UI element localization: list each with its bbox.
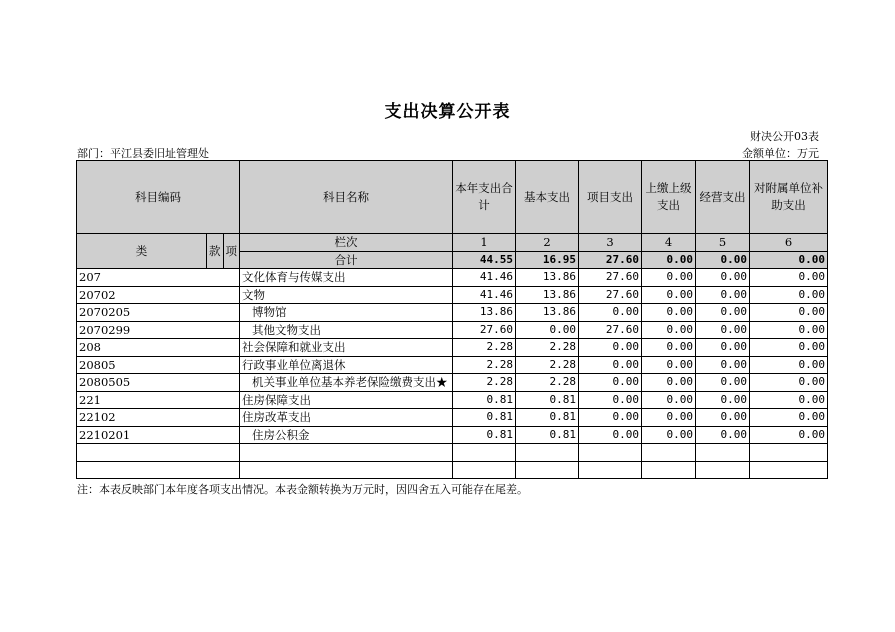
amount-cell: 0.00 [696,409,750,427]
subject-name: 行政事业单位离退休 [240,356,453,374]
amount-cell: 41.46 [453,269,516,287]
subject-name: 社会保障和就业支出 [240,339,453,357]
subject-code: 208 [77,339,240,357]
empty-cell [579,461,642,479]
empty-cell [77,461,240,479]
expenditure-table [76,160,828,479]
header-total: 本年支出合计 [453,161,516,234]
table-row [77,391,828,409]
amount-cell: 0.00 [642,339,696,357]
subject-code: 2070205 [77,304,240,322]
amount-cell: 0.00 [750,269,828,287]
table-row [77,356,828,374]
amount-cell: 2.28 [516,339,579,357]
col-number: 6 [750,234,828,252]
department-label: 部门：平江县委旧址管理处 [77,147,209,160]
table-row [77,269,828,287]
amount-cell: 0.81 [453,391,516,409]
amount-cell: 0.00 [750,426,828,444]
amount-cell: 0.81 [516,426,579,444]
empty-row [77,461,828,479]
amount-cell: 0.00 [516,321,579,339]
empty-cell [77,444,240,462]
amount-cell: 27.60 [453,321,516,339]
amount-cell: 2.28 [516,356,579,374]
amount-cell: 0.00 [750,286,828,304]
column-number-row [77,234,828,252]
amount-cell: 0.00 [579,426,642,444]
table-row [77,321,828,339]
total-value: 16.95 [516,251,579,269]
subject-name: 博物馆 [240,304,453,322]
amount-cell: 2.28 [453,374,516,392]
col-number: 5 [696,234,750,252]
amount-cell: 13.86 [453,304,516,322]
amount-cell: 0.81 [516,409,579,427]
empty-cell [240,444,453,462]
amount-cell: 0.00 [579,391,642,409]
subject-name: 住房改革支出 [240,409,453,427]
header-subsidy: 对附属单位补助支出 [750,161,828,234]
subject-name: 住房保障支出 [240,391,453,409]
amount-cell: 2.28 [516,374,579,392]
amount-cell: 0.00 [642,391,696,409]
amount-cell: 2.28 [453,339,516,357]
subject-code: 2210201 [77,426,240,444]
amount-cell: 0.00 [696,339,750,357]
empty-cell [579,444,642,462]
col-number: 3 [579,234,642,252]
table-row [77,286,828,304]
amount-cell: 0.00 [750,391,828,409]
subject-name: 机关事业单位基本养老保险缴费支出★ [240,374,453,392]
total-value: 44.55 [453,251,516,269]
amount-cell: 0.00 [642,409,696,427]
amount-cell: 0.00 [642,321,696,339]
amount-cell: 13.86 [516,269,579,287]
amount-cell: 0.00 [696,269,750,287]
subject-code: 207 [77,269,240,287]
col-number: 2 [516,234,579,252]
subject-code: 20805 [77,356,240,374]
amount-cell: 0.00 [642,269,696,287]
amount-cell: 0.00 [696,426,750,444]
amount-cell: 0.00 [750,374,828,392]
header-name: 科目名称 [240,161,453,234]
table-row [77,426,828,444]
subject-name: 文化体育与传媒支出 [240,269,453,287]
amount-cell: 27.60 [579,321,642,339]
subject-name: 住房公积金 [240,426,453,444]
empty-cell [696,444,750,462]
amount-cell: 0.00 [696,321,750,339]
total-value: 0.00 [696,251,750,269]
subject-name: 文物 [240,286,453,304]
amount-cell: 0.00 [579,339,642,357]
amount-cell: 0.00 [579,304,642,322]
form-number: 财决公开03表 [750,130,819,143]
amount-cell: 0.00 [696,356,750,374]
empty-cell [642,444,696,462]
empty-cell [516,461,579,479]
empty-cell [453,461,516,479]
empty-cell [750,444,828,462]
amount-cell: 2.28 [453,356,516,374]
subject-code: 221 [77,391,240,409]
amount-cell: 0.00 [750,321,828,339]
amount-cell: 0.00 [696,286,750,304]
header-row [77,161,828,234]
table-row [77,339,828,357]
amount-cell: 0.00 [642,286,696,304]
header-kuan: 款 [207,234,224,269]
header-lei: 类 [77,234,207,269]
amount-cell: 0.00 [750,356,828,374]
header-code: 科目编码 [77,161,240,234]
empty-cell [642,461,696,479]
amount-cell: 0.00 [642,374,696,392]
table-row [77,409,828,427]
header-upper: 上缴上级支出 [642,161,696,234]
empty-cell [240,461,453,479]
amount-cell: 0.00 [750,409,828,427]
amount-cell: 27.60 [579,269,642,287]
total-label: 合计 [240,251,453,269]
col-number: 1 [453,234,516,252]
subject-code: 2080505 [77,374,240,392]
header-operating: 经营支出 [696,161,750,234]
empty-row [77,444,828,462]
total-value: 27.60 [579,251,642,269]
empty-cell [516,444,579,462]
subject-code: 2070299 [77,321,240,339]
amount-cell: 0.00 [642,356,696,374]
amount-cell: 0.00 [642,426,696,444]
table-row [77,304,828,322]
amount-cell: 41.46 [453,286,516,304]
amount-cell: 0.81 [453,426,516,444]
amount-cell: 13.86 [516,286,579,304]
header-project: 项目支出 [579,161,642,234]
table-row [77,374,828,392]
page-title: 支出决算公开表 [384,102,511,122]
amount-cell: 13.86 [516,304,579,322]
amount-cell: 0.00 [750,304,828,322]
amount-cell: 0.00 [750,339,828,357]
amount-cell: 0.00 [579,409,642,427]
amount-cell: 0.00 [696,391,750,409]
footnote: 注：本表反映部门本年度各项支出情况。本表金额转换为万元时，因四舍五入可能存在尾差。 [77,483,528,496]
amount-cell: 0.00 [579,374,642,392]
empty-cell [750,461,828,479]
amount-cell: 0.00 [642,304,696,322]
subject-code: 20702 [77,286,240,304]
amount-cell: 0.00 [696,304,750,322]
empty-cell [696,461,750,479]
unit-label: 金额单位：万元 [742,147,819,160]
amount-cell: 0.00 [696,374,750,392]
total-value: 0.00 [642,251,696,269]
empty-cell [453,444,516,462]
col-number: 4 [642,234,696,252]
subject-name: 其他文物支出 [240,321,453,339]
header-lanci: 栏次 [240,234,453,252]
amount-cell: 0.81 [516,391,579,409]
amount-cell: 27.60 [579,286,642,304]
header-basic: 基本支出 [516,161,579,234]
amount-cell: 0.00 [579,356,642,374]
subject-code: 22102 [77,409,240,427]
amount-cell: 0.81 [453,409,516,427]
total-value: 0.00 [750,251,828,269]
header-xiang: 项 [223,234,240,269]
